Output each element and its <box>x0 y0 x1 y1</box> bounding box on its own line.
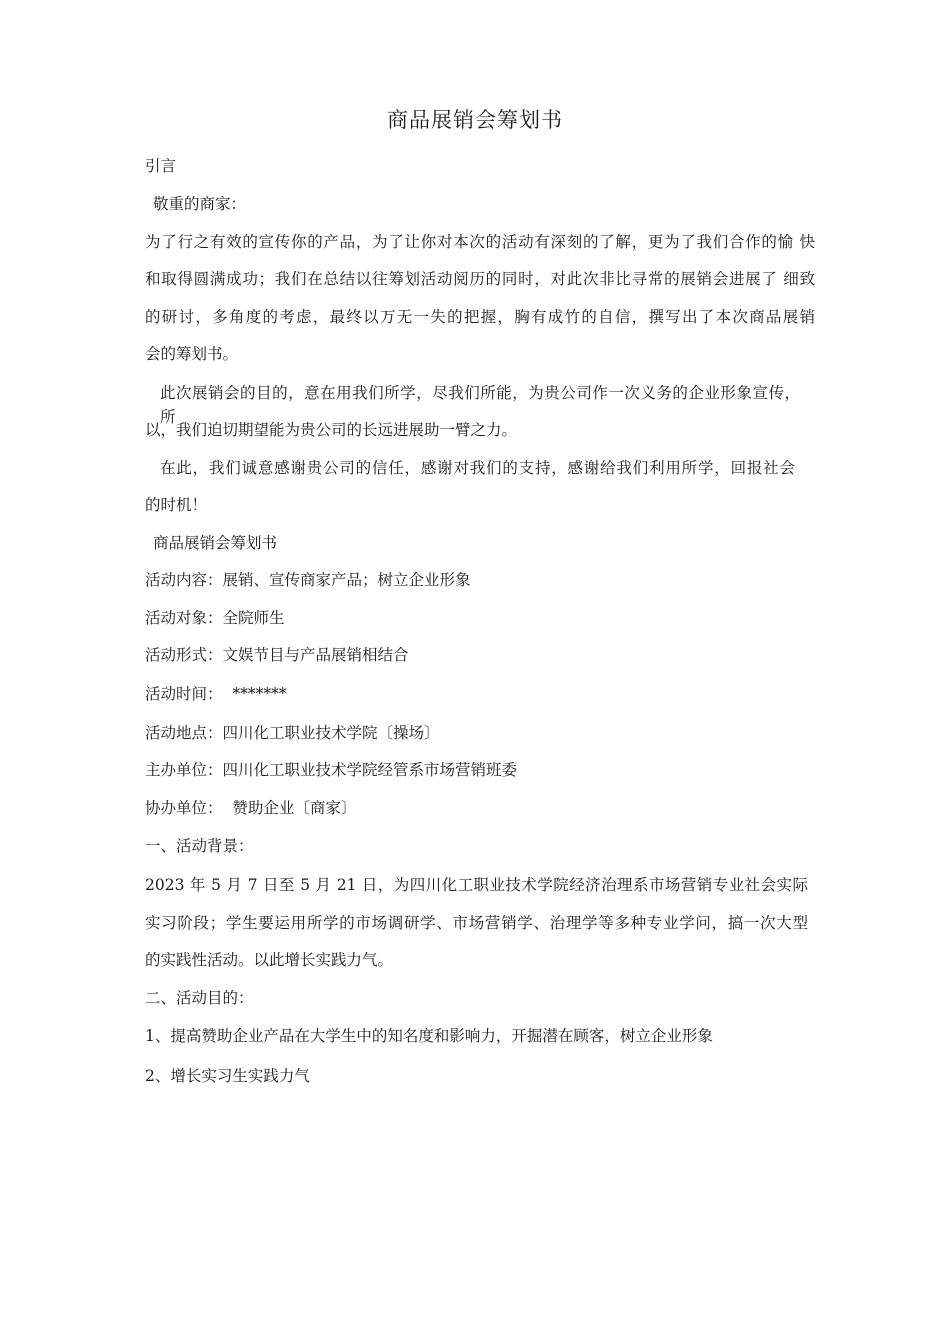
detail-line: 主办单位：四川化工职业技术学院经管系市场营销班委 <box>145 761 518 779</box>
section-heading: 一、活动背景： <box>145 837 254 855</box>
paragraph-line: 2023 年 5 月 7 日至 5 月 21 日，为四川化工职业技术学院经济治理系市场营销专业社会实际 <box>145 876 808 894</box>
detail-line: 活动形式：文娱节目与产品展销相结合 <box>145 646 409 664</box>
paragraph-line: 此次展销会的目的，意在用我们所学，尽我们所能，为贵公司作一次义务的企业形象宣传， 所 <box>160 384 800 426</box>
list-item: 2、增长实习生实践力气 <box>145 1067 310 1085</box>
document-title: 商品展销会筹划书 <box>387 108 563 132</box>
paragraph-line: 的实践性活动。以此增长实践力气。 <box>145 951 394 969</box>
paragraph-line: 为了行之有效的宣传你的产品，为了让你对本次的活动有深刻的了解，更为了我们合作的愉 快 <box>145 233 815 251</box>
salutation: 敬重的商家： <box>153 195 247 213</box>
section-heading: 二、活动目的： <box>145 989 254 1007</box>
detail-line: 活动地点：四川化工职业技术学院〔操场〕 <box>145 724 440 742</box>
list-item: 1、提高赞助企业产品在大学生中的知名度和影响力，开掘潜在顾客，树立企业形象 <box>145 1027 713 1045</box>
paragraph-line: 以，我们迫切期望能为贵公司的长远进展助一臂之力。 <box>145 421 518 439</box>
paragraph-line: 的时机！ <box>145 496 208 514</box>
paragraph-line: 的研讨，多角度的考虑，最终以万无一失的把握，胸有成竹的自信，撰写出了本次商品展销 <box>145 308 815 326</box>
detail-line: 活动时间： ******* <box>145 685 287 703</box>
paragraph-line: 在此，我们诚意感谢贵公司的信任，感谢对我们的支持，感谢给我们利用所学，回报社会 <box>160 459 795 477</box>
intro-heading: 引言 <box>145 157 177 175</box>
detail-line: 协办单位： 赞助企业〔商家〕 <box>145 799 357 817</box>
detail-line: 活动对象：全院师生 <box>145 609 285 627</box>
paragraph-line: 会的筹划书。 <box>145 345 239 363</box>
detail-line: 活动内容：展销、宣传商家产品；树立企业形象 <box>145 571 471 589</box>
paragraph-line: 和取得圆满成功；我们在总结以往筹划活动阅历的同时，对此次非比寻常的展销会进展了 细致 <box>145 270 815 288</box>
paragraph-line: 实习阶段；学生要运用所学的市场调研学、市场营销学、治理学等多种专业学问，搞一次大型 <box>145 914 808 932</box>
subtitle: 商品展销会筹划书 <box>153 534 278 552</box>
